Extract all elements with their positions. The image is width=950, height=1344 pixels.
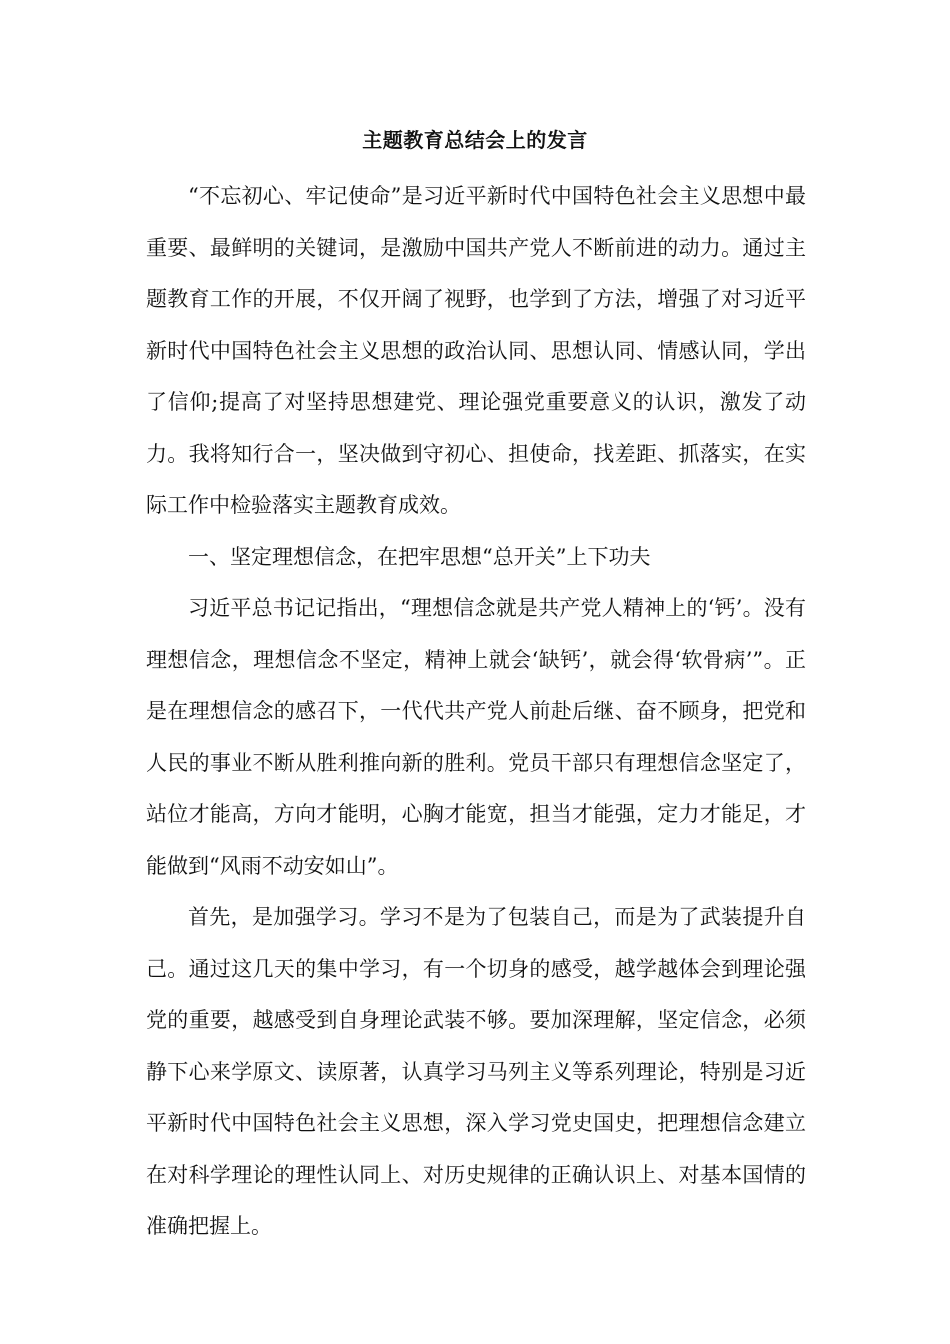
paragraph-quote: 习近平总书记记指出，“理想信念就是共产党人精神上的‘钙’。没有理想信念，理想信念不坚定，精神上就会‘缺钙’，就会得‘软骨病’”。正是在理想信念的感召下，一代代共产党人前赴后继、奋不顾身，把党和人民的事业不断从胜利推向新的胜利。党员干部只有理想信念坚定了，站位才能高，方向才能明，心胸才能宽，担当才能强，定力才能足，才能做到“风雨不动安如山”。: [146, 596, 806, 878]
document-body: [146, 171, 806, 1253]
document-title: 主题教育总结会上的发言: [362, 128, 588, 152]
section-heading-1: 一、坚定理想信念，在把牢思想“总开关”上下功夫: [188, 544, 651, 569]
paragraph-study: 首先，是加强学习。学习不是为了包装自己，而是为了武装提升自己。通过这几天的集中学习，有一个切身的感受，越学越体会到理论强党的重要，越感受到自身理论武装不够。要加深理解，坚定信念，必须静下心来学原文、读原著，认真学习马列主义等系列理论，特别是习近平新时代中国特色社会主义思想，深入学习党史国史，把理想信念建立在对科学理论的理性认同上、对历史规律的正确认识上、对基本国情的准确把握上。: [146, 905, 806, 1238]
paragraph-intro: “不忘初心、牢记使命”是习近平新时代中国特色社会主义思想中最重要、最鲜明的关键词，是激励中国共产党人不断前进的动力。通过主题教育工作的开展，不仅开阔了视野，也学到了方法，增强了对习近平新时代中国特色社会主义思想的政治认同、思想认同、情感认同，学出了信仰;提高了对坚持思想建党、理论强党重要意义的认识，激发了动力。我将知行合一，坚决做到守初心、担使命，找差距、抓落实，在实际工作中检验落实主题教育成效。: [146, 184, 806, 517]
